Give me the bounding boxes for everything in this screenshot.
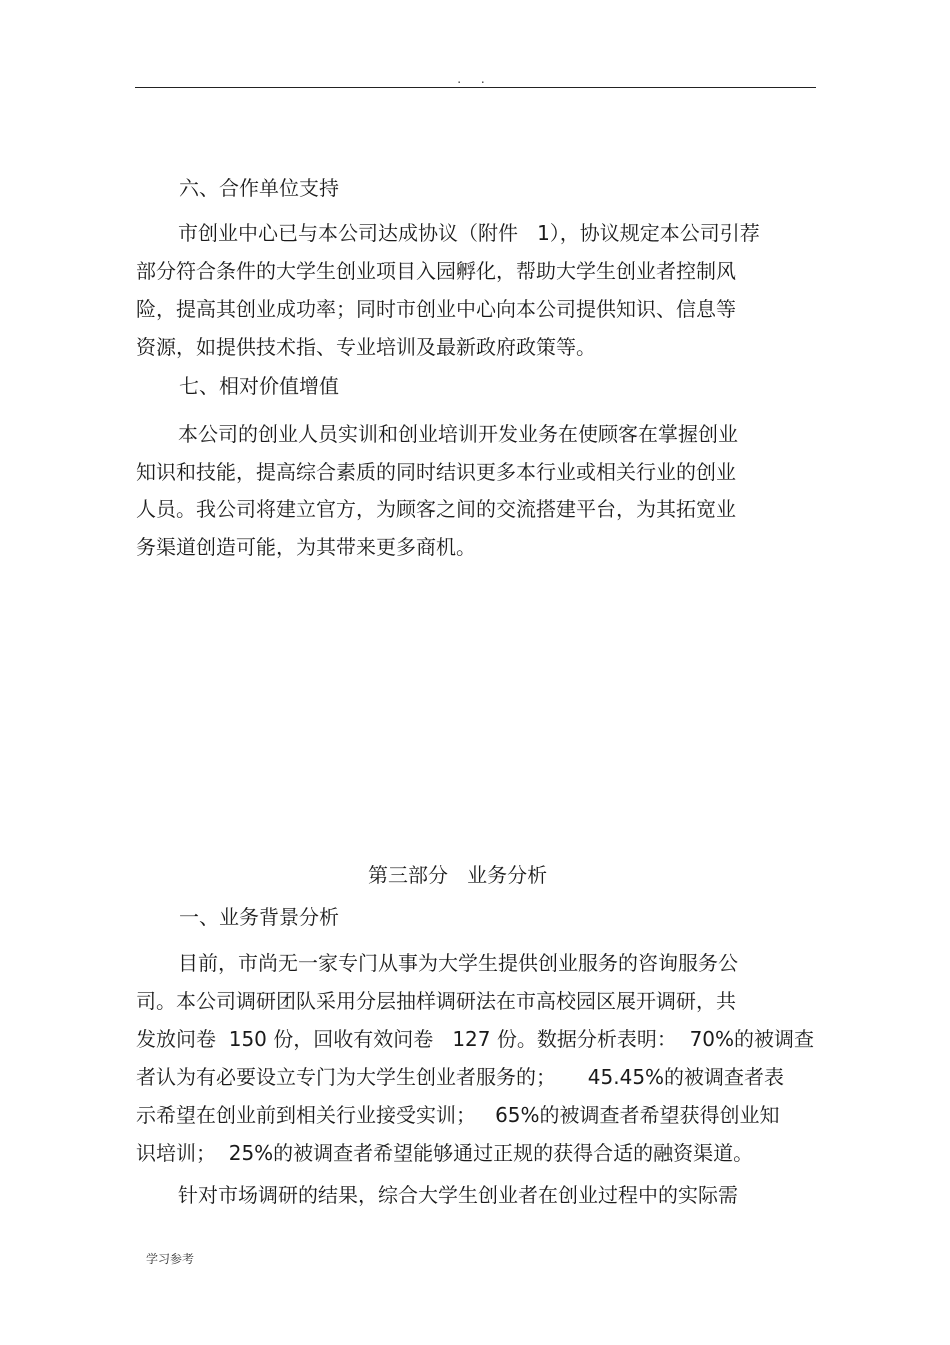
paragraph-line: 识培训； 25%的被调查者希望能够通过正规的获得合适的融资渠道。 [136, 1141, 754, 1165]
paragraph-line: 务渠道创造可能，为其带来更多商机。 [136, 535, 476, 559]
paragraph-line: 市创业中心已与本公司达成协议（附件 1），协议规定本公司引荐 [178, 221, 760, 245]
section-heading: 七、相对价值增值 [179, 374, 339, 398]
paragraph-line: 部分符合条件的大学生创业项目入园孵化，帮助大学生创业者控制风 [136, 259, 736, 283]
paragraph-line: 目前，市尚无一家专门从事为大学生提供创业服务的咨询服务公 [178, 951, 738, 975]
paragraph-line: 资源，如提供技术指、专业培训及最新政府政策等。 [136, 335, 596, 359]
page-header-mark: . . [457, 72, 493, 86]
paragraph-line: 本公司的创业人员实训和创业培训开发业务在使顾客在掌握创业 [178, 422, 738, 446]
part-title: 第三部分 业务分析 [368, 863, 548, 887]
paragraph-line: 知识和技能，提高综合素质的同时结识更多本行业或相关行业的创业 [136, 460, 736, 484]
paragraph-line: 发放问卷 150 份，回收有效问卷 127 份。数据分析表明： 70%的被调查 [136, 1027, 815, 1051]
paragraph-line: 司。本公司调研团队采用分层抽样调研法在市高校园区展开调研，共 [136, 989, 736, 1013]
paragraph-line: 险，提高其创业成功率；同时市创业中心向本公司提供知识、信息等 [136, 297, 736, 321]
paragraph-line: 示希望在创业前到相关行业接受实训； 65%的被调查者希望获得创业知 [136, 1103, 780, 1127]
section-heading: 六、合作单位支持 [179, 176, 339, 200]
page-footer: 学习参考 [146, 1252, 195, 1266]
section-heading: 一、业务背景分析 [179, 905, 339, 929]
paragraph-line: 人员。我公司将建立官方，为顾客之间的交流搭建平台，为其拓宽业 [136, 497, 736, 521]
header-divider [135, 87, 816, 88]
paragraph-line: 者认为有必要设立专门为大学生创业者服务的； 45.45%的被调查者表 [136, 1065, 785, 1089]
paragraph-line: 针对市场调研的结果，综合大学生创业者在创业过程中的实际需 [178, 1183, 738, 1207]
